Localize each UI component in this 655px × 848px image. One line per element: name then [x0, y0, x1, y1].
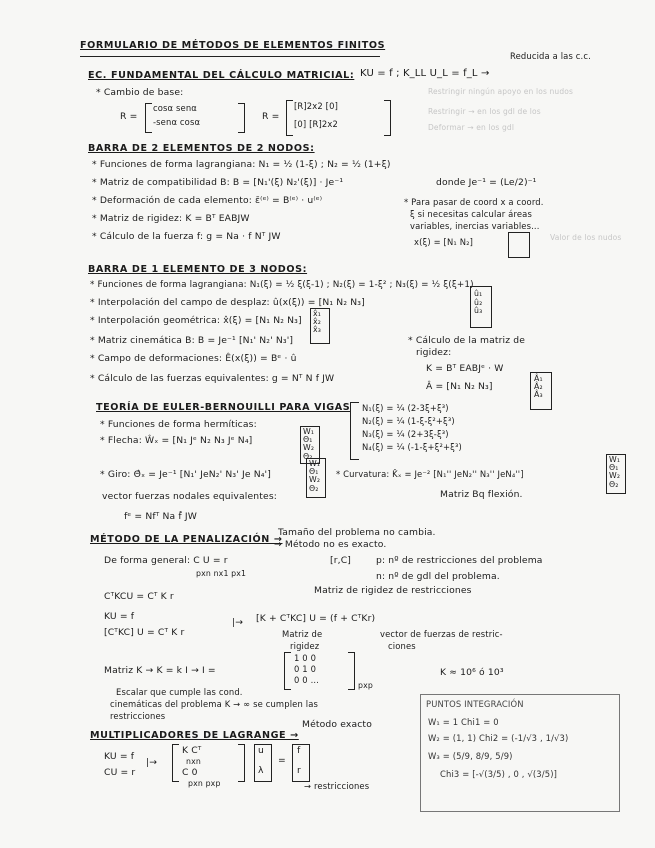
penalty-n-def: n: nº de gdl del problema. [376, 571, 500, 582]
lagrange-right-bracket [238, 744, 245, 782]
penalty-system-arrow: |→ [232, 617, 244, 628]
bar3-x-vector-values: x̂₁ x̂₂ x̂₃ [313, 309, 322, 335]
euler-n2: N₂(ξ) = ¼ (1-ξ-ξ²+ξ³) [362, 416, 455, 426]
bar2-side1: * Para pasar de coord x a coord. [404, 197, 544, 207]
r-matrix-left-bracket [145, 103, 152, 133]
penalty-line3: KU = f [104, 611, 135, 622]
euler-theta-vector-values: W₁ Θ₁ W₂ Θ₂ [309, 459, 321, 493]
lagrange-r: r [297, 765, 301, 776]
lagrange-arrow: |→ [146, 757, 158, 768]
sheet-title: FORMULARIO DE MÉTODOS DE ELEMENTOS FINITOS [80, 40, 386, 51]
r-lhs: R = [120, 111, 138, 122]
r-matrix-row1: cosα senα [153, 103, 197, 113]
lagrange-left-bracket [172, 744, 179, 782]
integration-row3: W₃ = (5/9, 8/9, 5/9) [428, 751, 513, 761]
bar2-line3: * Deformación de cada elemento: ε̄⁽ᵉ⁾ = B⁽ᵉ⁾ · u⁽ᵉ⁾ [92, 195, 323, 206]
penalty-note-forces1: vector de fuerzas de restric- [380, 629, 503, 639]
integration-row2: W₂ = (1, 1) Chi2 = (-1/√3 , 1/√3) [428, 733, 569, 743]
penalty-line5: Matriz K → K = k I → I = [104, 665, 216, 676]
lagrange-dims1: nxn [186, 757, 201, 766]
euler-line3: * Giro: Θ̂ₓ = Je⁻¹ [N₁' JeN₂' N₃' Je N₄'] [100, 469, 271, 480]
penalty-note-stiffness2: rigidez [290, 641, 320, 651]
lagrange-note: Método exacto [302, 719, 372, 730]
integration-title: PUNTOS INTEGRACIÓN [426, 699, 524, 709]
identity-row3: 0 0 ... [294, 675, 320, 685]
euler-line2: * Flecha: Ŵₓ = [N₁ Jᵉ N₂ N₃ Jᵉ N₄] [100, 435, 253, 446]
top-right-note: Reducida a las c.c. [510, 51, 591, 61]
lagrange-line1: KU = f [104, 751, 135, 762]
identity-right-bracket [348, 652, 355, 690]
lagrange-u: u [258, 745, 264, 756]
bar2-line4: * Matriz de rigidez: K = Bᵀ EABJW [92, 213, 250, 224]
penalty-note1: Tamaño del problema no cambia. [278, 527, 436, 538]
penalty-note-stiffness1: Matriz de [282, 629, 323, 639]
bar2-line1: * Funciones de forma lagrangiana: N₁ = ½ (1-ξ) ; N₂ = ½ (1+ξ) [92, 159, 391, 170]
bar3-line4: * Matriz cinemática B: B = Je⁻¹ [N₁' N₂' N₃'] [90, 335, 294, 346]
bar2-side4: x(ξ) = [N₁ N₂] [414, 237, 474, 247]
bar2-line5: * Cálculo de la fuerza f: g = Na · f Nᵀ JW [92, 231, 281, 242]
lagrange-restrictions: → restricciones [304, 781, 370, 791]
lagrange-line2: CU = r [104, 767, 136, 778]
penalty-line4: [CᵀKC] U = Cᵀ K r [104, 627, 185, 638]
r-matrix-right-bracket [238, 103, 245, 133]
bar3-line2: * Interpolación del campo de desplaz: û(x(ξ)) = [N₁ N₂ N₃] [90, 297, 365, 308]
euler-line4: vector fuerzas nodales equivalentes: [102, 491, 278, 502]
bar2-line2b: donde Je⁻¹ = (Le/2)⁻¹ [436, 177, 537, 188]
penalty-line1: De forma general: C U = r [104, 555, 228, 566]
r-big-row2: [0] [R]2x2 [294, 119, 338, 129]
euler-line1: * Funciones de forma hermíticas: [100, 419, 257, 430]
penalty-line7: cinemáticas del problema K → ∞ se cumplen las [110, 699, 319, 709]
r-big-lhs: R = [262, 111, 280, 122]
faint-note-2: Restringir → en los gdl de los [428, 107, 541, 116]
bar2-line2: * Matriz de compatibilidad B: B = [N₁'(ξ) N₂'(ξ)] · Je⁻¹ [92, 177, 344, 188]
euler-hermite-brace [350, 402, 359, 460]
euler-curvature: * Curvatura: K̂ₓ = Je⁻² [N₁'' JeN₂'' N₃'' JeN₄''] [336, 469, 524, 479]
bar3-heading: BARRA DE 1 ELEMENTO DE 3 NODOS: [88, 264, 308, 275]
lagrange-rhs-vector [292, 744, 310, 782]
penalty-line8: restricciones [110, 711, 166, 721]
lagrange-row1: K Cᵀ [182, 745, 202, 756]
bar2-heading: BARRA DE 2 ELEMENTOS DE 2 NODOS: [88, 143, 315, 154]
penalty-heading: MÉTODO DE LA PENALIZACIÓN → [90, 534, 283, 545]
bar3-A-vector-values: Â₁ Â₂ Â₃ [534, 374, 543, 400]
euler-curv-vector-values: W₁ Θ₁ W₂ Θ₂ [609, 455, 621, 489]
euler-n1: N₁(ξ) = ¼ (2-3ξ+ξ³) [362, 403, 449, 413]
penalty-p-def: p: nº de restricciones del problema [376, 555, 543, 566]
lagrange-heading: MULTIPLICADORES DE LAGRANGE → [90, 730, 299, 741]
lagrange-equals: = [278, 755, 286, 766]
integration-row4: Chi3 = [-√(3/5) , 0 , √(3/5)] [440, 769, 558, 779]
bar2-side3: variables, inercias variables... [410, 221, 540, 231]
r-big-left-bracket [286, 100, 293, 136]
euler-n3: N₃(ξ) = ¼ (2+3ξ-ξ³) [362, 429, 449, 439]
bar3-right1: * Cálculo de la matriz de [408, 335, 526, 346]
penalty-line4-mid: [K + CᵀKC] U = (f + CᵀKr) [256, 613, 376, 624]
fundamental-equation: KU = f ; K_LL U_L = f_L → [360, 68, 490, 79]
penalty-note-forces2: ciones [388, 641, 416, 651]
faint-note-1: Restringir ningún apoyo en los nudos [428, 87, 574, 96]
faint-note-3: Deformar → en los gdl [428, 123, 515, 132]
bar3-right4: Â = [N₁ N₂ N₃] [426, 381, 493, 392]
bar2-nodes-vector [508, 232, 530, 258]
r-big-row1: [R]2x2 [0] [294, 101, 338, 111]
bar2-faint-note: Valor de los nudos [550, 233, 622, 242]
r-big-right-bracket [384, 100, 391, 136]
euler-n4: N₄(ξ) = ¼ (-1-ξ+ξ²+ξ³) [362, 442, 462, 452]
bar2-side2: ξ si necesitas calcular áreas [410, 209, 532, 219]
euler-w-vector-values: W₁ Θ₁ W₂ Θ₂ [303, 427, 315, 461]
title-underline [80, 56, 380, 57]
euler-heading: TEORÍA DE EULER-BERNOUILLI PARA VIGAS [96, 402, 351, 413]
bar3-line3: * Interpolación geométrica: x̂(ξ) = [N₁ N₂ N₃] [90, 315, 302, 326]
penalty-line2-note: Matriz de rigidez de restricciones [314, 585, 472, 596]
fundamental-heading: EC. FUNDAMENTAL DEL CÁLCULO MATRICIAL: [88, 70, 355, 81]
penalty-rc: [r,C] [330, 555, 352, 566]
euler-line5: fᵉ = Nfᵀ Na f̂ JW [124, 511, 197, 522]
identity-left-bracket [284, 652, 291, 690]
penalty-line1-dims: pxn nx1 px1 [196, 569, 247, 578]
identity-dims: pxp [358, 681, 373, 690]
identity-row2: 0 1 0 [294, 664, 317, 674]
penalty-k-value: K ≈ 10⁶ ó 10³ [440, 667, 504, 678]
bar3-right3: K = Bᵀ EABJᵉ · W [426, 363, 504, 374]
basis-change-label: * Cambio de base: [96, 87, 184, 98]
lagrange-dims2: pxn pxp [188, 779, 221, 788]
euler-curvature-note: Matriz Bq flexión. [440, 489, 523, 500]
penalty-line6: Escalar que cumple las cond. [116, 687, 243, 697]
penalty-note2: → Método no es exacto. [274, 539, 387, 550]
bar3-line5: * Campo de deformaciones: Ê(x(ξ)) = Bᵉ · û [90, 353, 297, 364]
bar3-right2: rigidez: [416, 347, 452, 358]
bar3-line6: * Cálculo de las fuerzas equivalentes: g = Nᵀ N f JW [90, 373, 335, 384]
identity-row1: 1 0 0 [294, 653, 317, 663]
penalty-line2: CᵀKCU = Cᵀ K r [104, 591, 174, 602]
bar3-line1: * Funciones de forma lagrangiana: N₁(ξ) = ½ ξ(ξ-1) ; N₂(ξ) = 1-ξ² ; N₃(ξ) = ½ ξ(ξ+1) [90, 280, 474, 290]
lagrange-row2: C 0 [182, 767, 198, 778]
lagrange-lambda: λ [258, 765, 264, 776]
r-matrix-row2: -senα cosα [153, 117, 201, 127]
integration-row1: W₁ = 1 Chi1 = 0 [428, 717, 499, 727]
lagrange-f: f [297, 745, 301, 756]
bar3-u-vector-values: û₁ û₂ û₃ [474, 289, 483, 316]
